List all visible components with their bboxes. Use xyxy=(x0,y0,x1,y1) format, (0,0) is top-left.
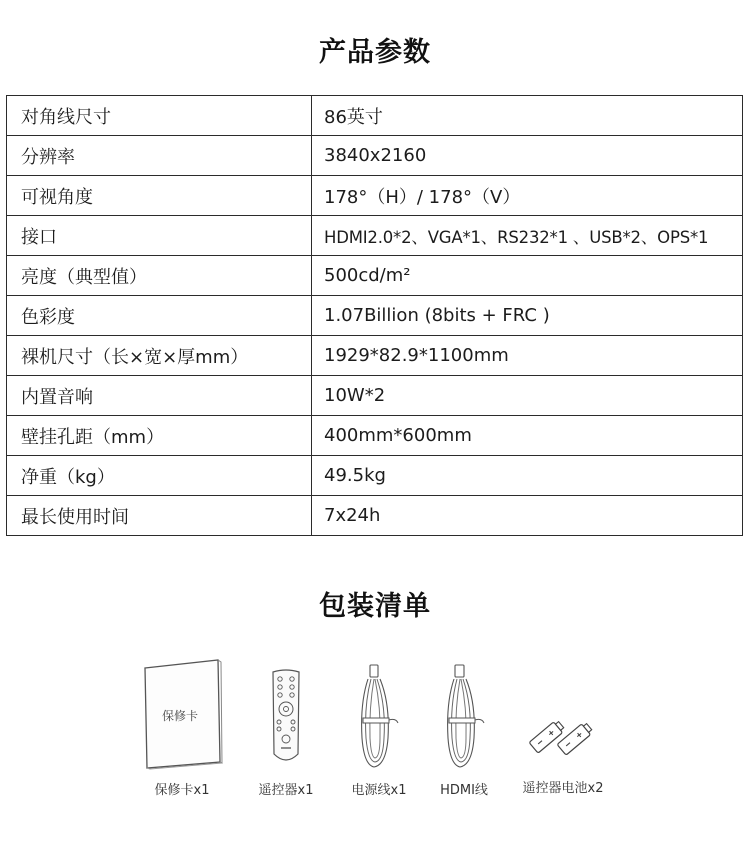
spec-value: 7x24h xyxy=(312,496,743,536)
table-row xyxy=(7,256,743,296)
package-item-label: 遥控器电池x2 xyxy=(522,781,604,796)
package-item-label: 遥控器x1 xyxy=(258,783,314,798)
remote-control-icon xyxy=(268,669,304,767)
table-row xyxy=(7,296,743,336)
spec-label: 亮度（典型值） xyxy=(7,256,312,296)
package-item-label: HDMI线 xyxy=(440,783,488,798)
spec-value: HDMI2.0*2、VGA*1、RS232*1 、USB*2、OPS*1 xyxy=(312,216,743,256)
spec-value: 10W*2 xyxy=(312,376,743,416)
package-item-list xyxy=(0,655,750,815)
spec-label: 对角线尺寸 xyxy=(7,96,312,136)
package-section-title: 包装清单 xyxy=(319,591,431,622)
spec-section-title: 产品参数 xyxy=(319,37,431,68)
warranty-card-text: 保修卡 xyxy=(162,709,199,723)
table-row xyxy=(7,136,743,176)
spec-value: 1.07Billion (8bits + FRC ) xyxy=(312,296,743,336)
table-row xyxy=(7,456,743,496)
spec-value: 3840x2160 xyxy=(312,136,743,176)
spec-value: 86英寸 xyxy=(312,96,743,136)
table-row xyxy=(7,336,743,376)
spec-label: 最长使用时间 xyxy=(7,496,312,536)
spec-label: 壁挂孔距（mm） xyxy=(7,416,312,456)
table-row xyxy=(7,176,743,216)
battery-icon xyxy=(528,713,600,757)
spec-label: 净重（kg） xyxy=(7,456,312,496)
spec-value: 400mm*600mm xyxy=(312,416,743,456)
spec-label: 接口 xyxy=(7,216,312,256)
spec-value: 178°（H）/ 178°（V） xyxy=(312,176,743,216)
table-row xyxy=(7,376,743,416)
spec-value: 49.5kg xyxy=(312,456,743,496)
spec-value: 1929*82.9*1100mm xyxy=(312,336,743,376)
package-item-label: 电源线x1 xyxy=(351,783,407,798)
hdmi-cable-icon xyxy=(440,663,490,773)
package-item-label: 保修卡x1 xyxy=(154,783,210,798)
power-cable-icon xyxy=(354,663,404,773)
table-row xyxy=(7,96,743,136)
table-row xyxy=(7,496,743,536)
spec-label: 裸机尺寸（长×宽×厚mm） xyxy=(7,336,312,376)
table-row xyxy=(7,416,743,456)
table-row xyxy=(7,216,743,256)
spec-table xyxy=(6,95,743,536)
spec-label: 色彩度 xyxy=(7,296,312,336)
spec-value: 500cd/m² xyxy=(312,256,743,296)
spec-label: 内置音响 xyxy=(7,376,312,416)
spec-label: 可视角度 xyxy=(7,176,312,216)
spec-label: 分辨率 xyxy=(7,136,312,176)
